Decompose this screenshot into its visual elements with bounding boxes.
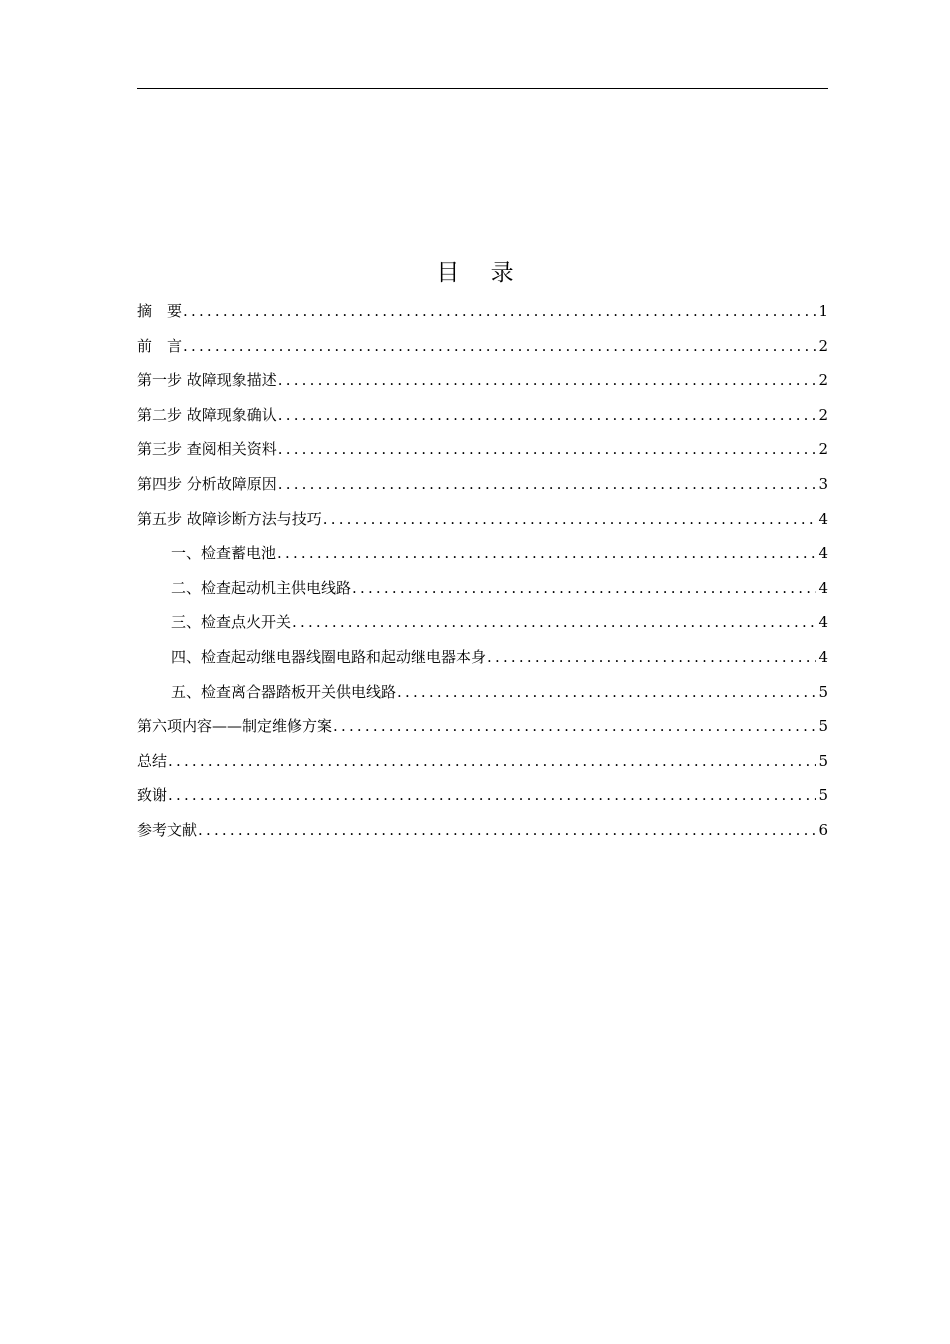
toc-entry-page: 2 <box>818 336 828 355</box>
header-rule <box>137 88 828 89</box>
toc-leader-dots <box>397 675 816 710</box>
toc-list <box>137 294 828 848</box>
toc-entry-page: 5 <box>818 786 828 805</box>
toc-entry-label: 参考文献 <box>137 820 198 839</box>
toc-entry-page: 5 <box>818 682 828 701</box>
toc-entry-references[interactable] <box>137 813 828 848</box>
toc-leader-dots <box>278 363 817 398</box>
toc-entry-summary[interactable] <box>137 744 828 779</box>
toc-leader-dots <box>292 605 816 640</box>
toc-leader-dots <box>168 778 816 813</box>
toc-entry-check-clutch-switch[interactable] <box>137 675 828 710</box>
toc-entry-check-ignition-switch[interactable] <box>137 605 828 640</box>
toc-entry-acknowledgements[interactable] <box>137 778 828 813</box>
toc-leader-dots <box>277 536 816 571</box>
toc-entry-label: 二、检查起动机主供电线路 <box>171 578 352 597</box>
toc-entry-page: 2 <box>818 405 828 424</box>
toc-entry-page: 5 <box>818 751 828 770</box>
toc-entry-page: 4 <box>818 647 828 666</box>
toc-entry-label: 第四步 分析故障原因 <box>137 474 277 493</box>
toc-entry-label: 五、检查离合器踏板开关供电线路 <box>171 682 397 701</box>
toc-entry-label: 致谢 <box>137 786 168 805</box>
toc-leader-dots <box>323 502 817 537</box>
toc-title: 目 录 <box>436 260 526 286</box>
toc-entry-repair-plan[interactable] <box>137 709 828 744</box>
toc-leader-dots <box>333 709 816 744</box>
toc-entry-step-1[interactable] <box>137 363 828 398</box>
toc-leader-dots <box>352 571 816 606</box>
toc-entry-abstract[interactable] <box>137 294 828 329</box>
toc-entry-step-2[interactable] <box>137 398 828 433</box>
toc-entry-label: 摘 要 <box>137 302 183 320</box>
toc-entry-label: 一、检查蓄电池 <box>171 544 277 563</box>
toc-entry-label: 总结 <box>137 751 168 770</box>
toc-entry-check-start-relay[interactable] <box>137 640 828 675</box>
toc-leader-dots <box>278 398 817 433</box>
toc-entry-label: 第一步 故障现象描述 <box>137 371 277 390</box>
toc-entry-page: 6 <box>818 820 828 839</box>
toc-entry-label: 第三步 查阅相关资料 <box>137 440 277 459</box>
toc-entry-page: 2 <box>818 371 828 390</box>
toc-entry-step-4[interactable] <box>137 467 828 502</box>
toc-entry-step-3[interactable] <box>137 432 828 467</box>
toc-entry-label: 三、检查点火开关 <box>171 613 292 632</box>
toc-entry-label: 四、检查起动继电器线圈电路和起动继电器本身 <box>171 647 487 666</box>
toc-leader-dots <box>278 432 817 467</box>
toc-entry-check-battery[interactable] <box>137 536 828 571</box>
toc-leader-dots <box>168 744 816 779</box>
toc-entry-label: 第六项内容——制定维修方案 <box>137 717 333 736</box>
toc-entry-page: 3 <box>818 474 828 493</box>
toc-entry-page: 4 <box>818 544 828 563</box>
toc-entry-page: 4 <box>818 578 828 597</box>
toc-leader-dots <box>183 329 816 364</box>
toc-entry-label: 第五步 故障诊断方法与技巧 <box>137 509 322 528</box>
toc-entry-page: 4 <box>818 613 828 632</box>
toc-leader-dots <box>198 813 816 848</box>
toc-entry-label: 前 言 <box>137 336 183 355</box>
toc-leader-dots <box>487 640 816 675</box>
toc-leader-dots <box>183 294 816 329</box>
toc-entry-page: 4 <box>818 509 828 528</box>
toc-leader-dots <box>278 467 817 502</box>
toc-entry-step-5[interactable] <box>137 502 828 537</box>
toc-entry-label: 第二步 故障现象确认 <box>137 405 277 424</box>
toc-entry-page: 1 <box>818 302 828 320</box>
toc-entry-page: 2 <box>818 440 828 459</box>
toc-entry-preface[interactable] <box>137 329 828 364</box>
toc-entry-page: 5 <box>818 717 828 736</box>
toc-entry-check-starter-supply[interactable] <box>137 571 828 606</box>
